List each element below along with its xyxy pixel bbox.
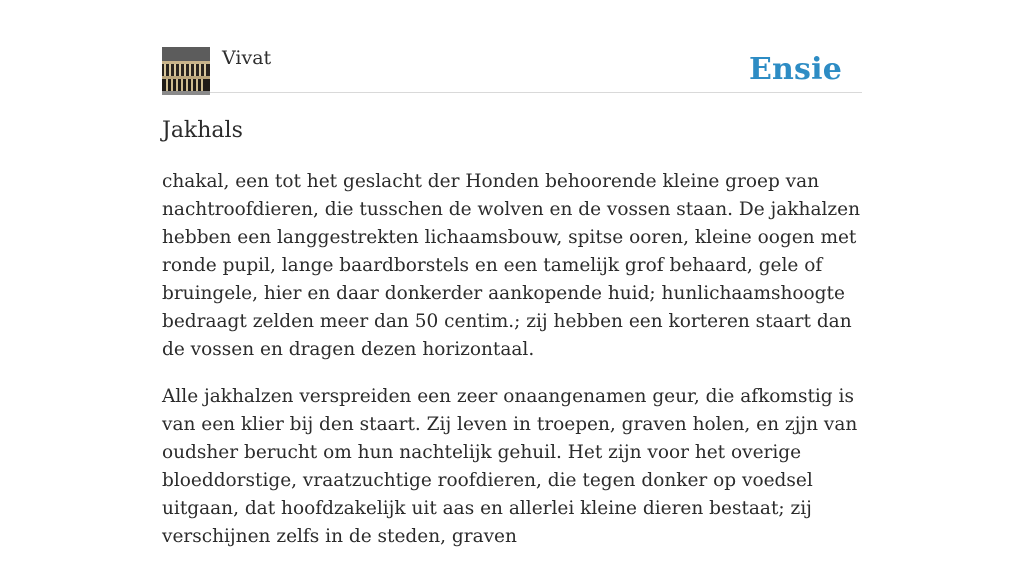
source-name[interactable]: Vivat	[222, 47, 272, 69]
brand-logo[interactable]: Ensie	[748, 52, 842, 87]
header	[162, 46, 862, 93]
article-paragraph: chakal, een tot het geslacht der Honden behoorende kleine groep van nachtroofdieren, die tusschen de wolven en de vossen staan. De jakhalzen hebben een langgestrekten lichaamsbouw, spitse ooren, kleine oogen met ronde pupil, lange baardborstels en een tamelijk grof behaard, gele of bruingele, hier en daar donkerder aankopende huid; hunlichaamshoogte bedraagt zelden meer dan 50 centim.; zij hebben een korteren staart dan de vossen en dragen dezen horizontaal.	[162, 171, 861, 360]
article-title: Jakhals	[162, 118, 243, 143]
article-paragraph: Alle jakhalzen verspreiden een zeer onaangenamen geur, die afkomstig is van een klier bij den staart. Zij leven in troepen, graven holen, en zjjn van oudsher berucht om hun nachtelijk gehuil. Het zijn voor het overige bloeddorstige, vraatzuchtige roofdieren, die tegen donker op voedsel uitgaan, dat hoofdzakelijk uit aas en allerlei kleine dieren bestaat; zij verschijnen zelfs in de steden, graven	[162, 386, 858, 547]
article-body	[162, 168, 872, 570]
book-spines-icon	[162, 47, 210, 95]
source-avatar[interactable]	[162, 47, 210, 95]
